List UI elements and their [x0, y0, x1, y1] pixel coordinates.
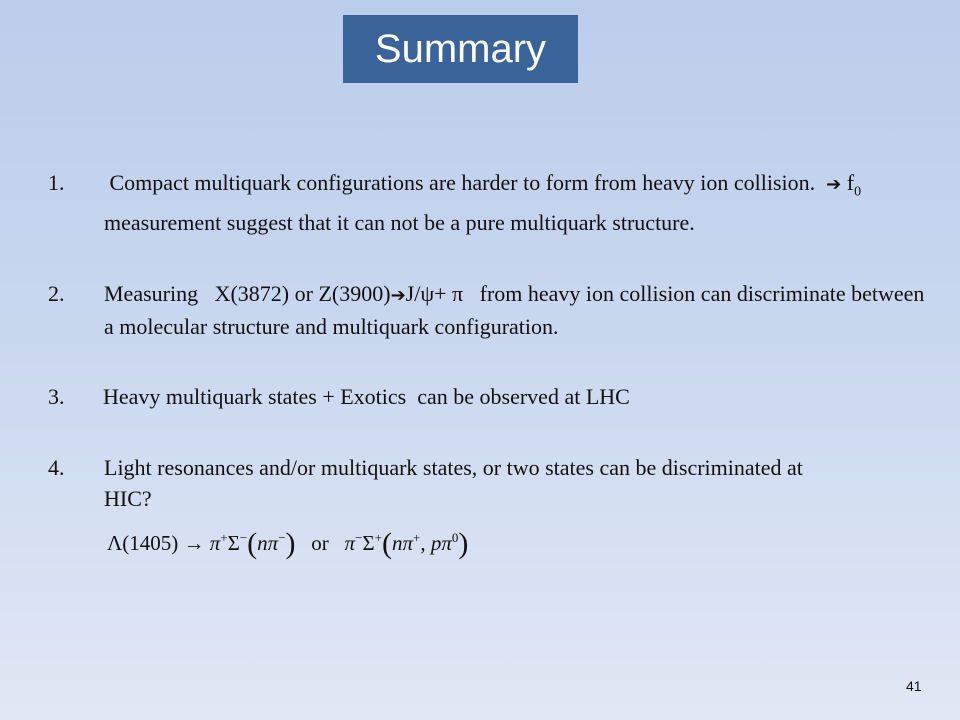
item-text: Light resonances and/or multiquark states, or two states can be discriminated at HIC? — [104, 455, 803, 511]
item-number: 1. — [48, 170, 65, 195]
slide-title: Summary — [374, 26, 547, 71]
item-number: 2. — [48, 281, 65, 306]
page-number: 41 — [906, 678, 922, 694]
arrow-icon: ➔ — [826, 174, 842, 195]
formula: Λ(1405) → π+Σ−(nπ−) or π−Σ+(nπ+, $p\pi^0$) — [107, 527, 469, 560]
item-number: 4. — [48, 455, 65, 480]
title-box — [343, 15, 578, 83]
arrow-icon: ➔ — [390, 285, 406, 306]
item-text: Heavy multiquark states + Exotics can be observed at LHC — [103, 384, 630, 409]
item-number: 3. — [48, 384, 65, 409]
item-text: Measuring X(3872) or Z(3900)➔J/ψ+ π from heavy ion collision can discriminate between a molecular structure and multiquark configuration. — [104, 281, 925, 339]
item-text: Compact multiquark configurations are harder to form from heavy ion collision. ➔ $f_0$ measurement suggest that it can not be a pure multiquark structure. — [104, 170, 862, 236]
